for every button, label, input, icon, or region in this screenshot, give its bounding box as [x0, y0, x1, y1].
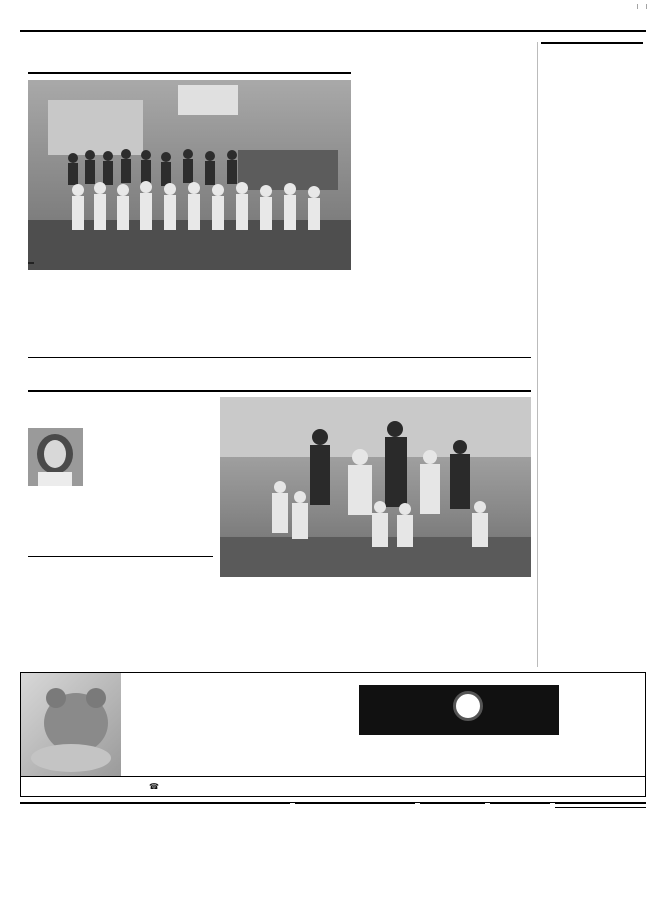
agustinos-body: [28, 293, 351, 353]
primitiva-title: [295, 803, 415, 804]
once-box: [490, 803, 550, 808]
sidebar-header: [541, 42, 643, 44]
phones-sidebar: [537, 42, 643, 667]
gordo-box: [420, 803, 485, 808]
page-header: | |: [636, 4, 647, 10]
moon-icon: [453, 691, 483, 721]
euromillones-title: [555, 807, 646, 808]
teddy-bear-icon: [21, 673, 121, 778]
bonoloto-title: [20, 803, 290, 804]
phone-icon: ☎: [149, 782, 159, 791]
royal-photo: [220, 397, 531, 577]
museo-body: [361, 104, 531, 354]
ad-logo: [359, 685, 559, 735]
dormimundo-ad[interactable]: [20, 672, 646, 797]
royal-body: [220, 612, 531, 667]
ad-photo-bear: [21, 673, 121, 778]
school-photo-caption: [28, 262, 34, 264]
primitiva-box: [295, 803, 415, 804]
anarosa-body: [28, 428, 213, 548]
school-photo-image: [28, 80, 351, 270]
ad-footer: [21, 776, 646, 797]
school-photo: [28, 80, 351, 270]
nacional-box: [555, 803, 646, 808]
royal-photo-image: [220, 397, 531, 577]
nacional-title: [555, 803, 646, 804]
woody-body: [28, 585, 213, 665]
header-rule: [20, 30, 646, 32]
bonoloto-box: [20, 803, 290, 804]
